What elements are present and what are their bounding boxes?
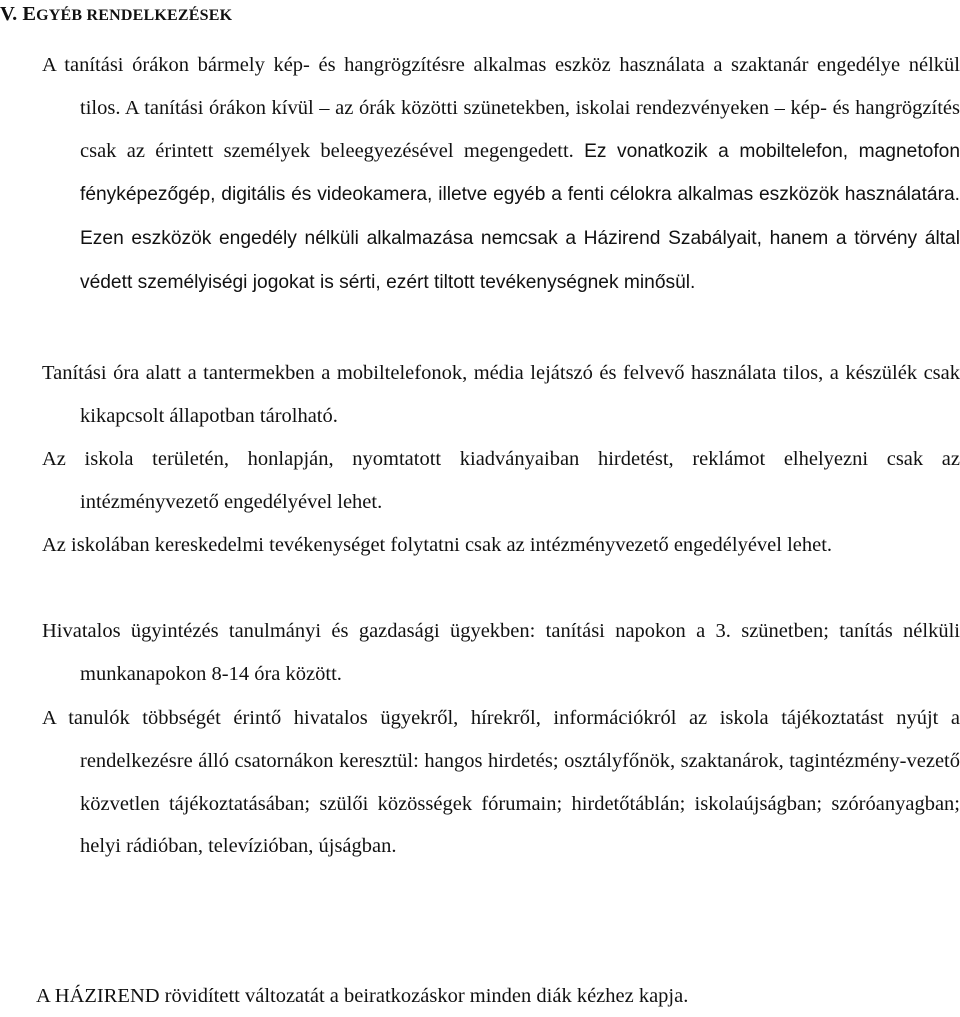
paragraph-office-hours: Hivatalos ügyintézés tanulmányi és gazdasági ügyekben: tanítási napokon a 3. szünetben; tanítás nélküli munkanapokon 8-14 óra között. — [42, 620, 960, 685]
paragraph-mobile-phones: Tanítási óra alatt a tantermekben a mobiltelefonok, média lejátszó és felvevő használata tilos, a készülék csak kikapcsolt állapotban tárolható. — [42, 362, 960, 427]
section-title-rest: GYÉB RENDELKEZÉSEK — [36, 7, 233, 24]
paragraph-commercial-activity: Az iskolában kereskedelmi tevékenységet folytatni csak az intézményvezető engedélyével lehet. — [42, 534, 833, 556]
paragraph-recording-part-1: A tanítási órákon bármely kép- és hangrögzítésre alkalmas eszköz használata a szaktanár engedélye nélkül tilos. A tanítási órákon kívül – az órák közötti szünetekben, iskolai rendezvényeken – kép- és hangrögzítés csak az érintett személyek beleegyezésével megengedett. — [42, 54, 960, 162]
paragraph-recording-part-2: Ez vonatkozik a mobiltelefon, magnetofon fényképezőgép, digitális és videokamera, illetve egyéb a fenti célokra alkalmas eszközök használatára. — [80, 140, 960, 206]
paragraph-information-channels: A tanulók többségét érintő hivatalos ügyekről, hírekről, információkról az iskola tájékoztatást nyújt a rendelkezésre álló csatornákon keresztül: hangos hirdetés; osztályfőnök, szaktanárok, tagintézmény-vezető közvetlen tájékoztatásában; szülői közösségek fórumain; hirdetőtáblán; iskolaújságban; szóróanyagban; helyi rádióban, televízióban, újságban. — [42, 707, 960, 858]
section-heading — [0, 2, 232, 28]
paragraph-recording-part-3: Ezen eszközök engedély nélküli alkalmazása nemcsak a Házirend Szabályait, hanem a törvény által védett személyiségi jogokat is sérti, ezért tiltott tevékenységnek minősül. — [80, 228, 960, 293]
section-title-initial: E — [22, 3, 37, 25]
paragraph-recording-rules — [42, 44, 960, 305]
footer-note: A HÁZIREND rövidített változatát a beiratkozáskor minden diák kézhez kapja. — [36, 985, 689, 1007]
paragraph-advertising: Az iskola területén, honlapján, nyomtatott kiadványaiban hirdetést, reklámot elhelyezni csak az intézményvezető engedélyével lehet. — [42, 448, 960, 513]
section-number: V. — [0, 3, 18, 25]
